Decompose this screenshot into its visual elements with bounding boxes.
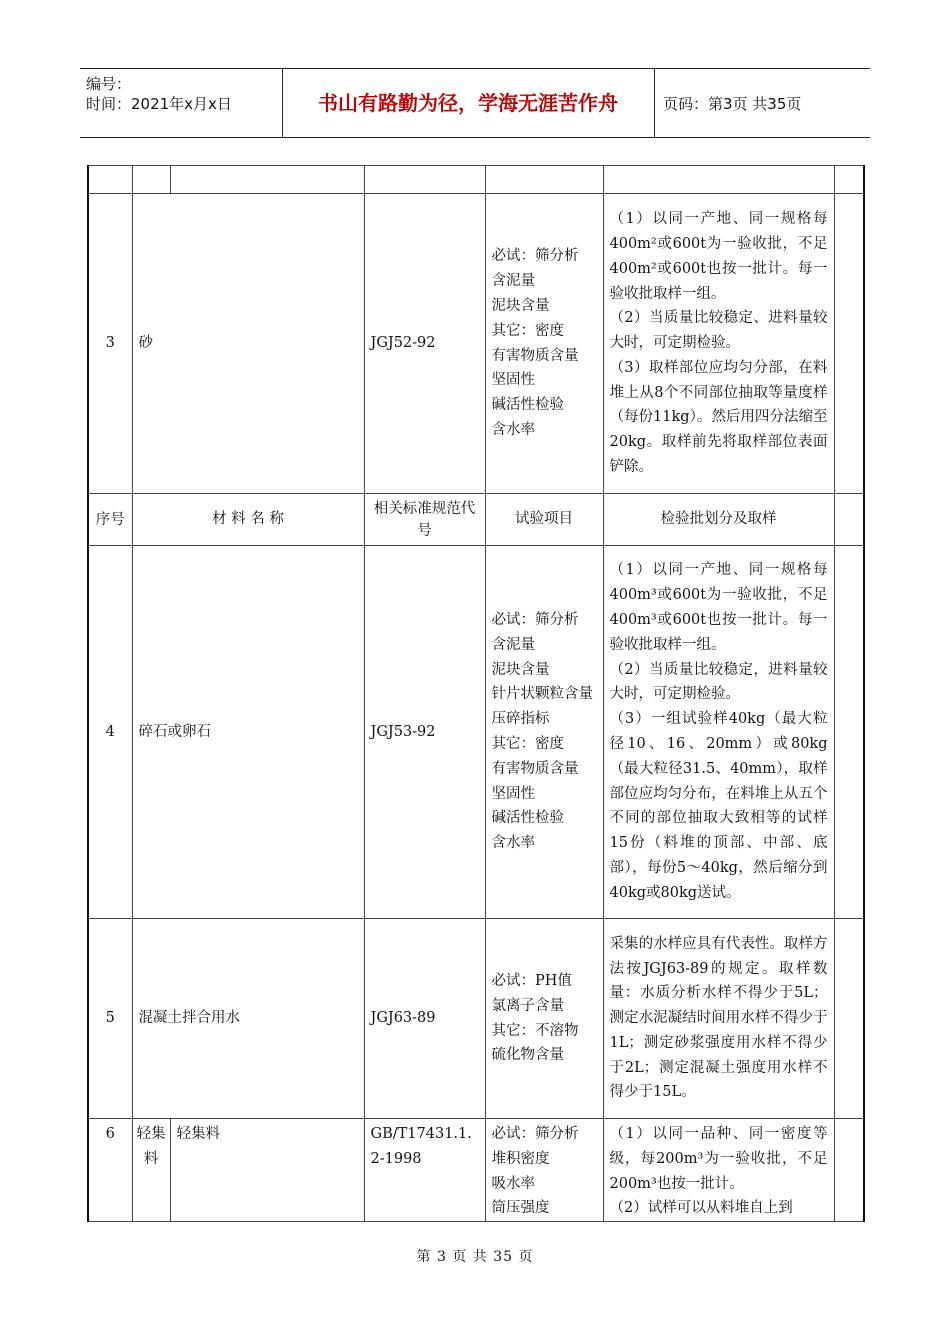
row5-standard: JGJ63-89 — [364, 919, 485, 1119]
header-motto: 书山有路勤为径，学海无涯苦作舟 — [318, 91, 618, 115]
row6-group: 轻集料 — [132, 1119, 170, 1222]
row5-name: 混凝土拌合用水 — [132, 919, 364, 1119]
serial-label: 编号： — [86, 75, 132, 93]
header-page-info — [654, 69, 871, 137]
row6-name: 轻集料 — [170, 1119, 364, 1222]
row3-sampling: （1）以同一产地、同一规格每400m²或600t为一验收批，不足400m²或600t也按一批计。每一验收批取样一组。 （2）当质量比较稳定、进料量较大时，可定期检验。 （3）取样部位应均匀分部，在料堆上从8个不同部位抽取等量度样（每份11kg）。然后用四分法缩至20kg。取样前先将取样部位表面铲除。 — [603, 194, 834, 494]
col-header-sampling: 检验批划分及取样 — [603, 494, 834, 546]
table-row-empty-top — [88, 166, 864, 194]
row6-no: 6 — [88, 1119, 132, 1222]
col-header-standard: 相关标准规范代号 — [364, 494, 485, 546]
time-label: 时间：2021年x月x日 — [86, 95, 232, 113]
table-header-row — [88, 494, 864, 546]
row6-tests: 必试：筛分析 堆积密度 吸水率 筒压强度 — [485, 1119, 603, 1222]
row4-no: 4 — [88, 546, 132, 919]
footer-page-number: 第 3 页 共 35 页 — [416, 1249, 534, 1265]
table-row-4 — [88, 546, 864, 919]
row4-name: 碎石或卵石 — [132, 546, 364, 919]
row3-standard: JGJ52-92 — [364, 194, 485, 494]
header-meta — [80, 69, 283, 137]
table-row-3 — [88, 194, 864, 494]
row4-sampling: （1）以同一产地、同一规格每400m³或600t为一验收批，不足400m³或600t也按一批计。每一验收批取样一组。 （2）当质量比较稳定，进料量较大时，可定期检验。 （3）一组试验样40kg（最大粒径10、16、20mm）或80kg（最大粒径31.5、40mm），取样部位应均匀分布，在料堆上从五个不同的部位抽取大致相等的试样15份（料堆的顶部、中部、底部），每份5～40kg，然后缩分到40kg或80kg送试。 — [603, 546, 834, 919]
col-header-no: 序号 — [88, 494, 132, 546]
col-header-name: 材 料 名 称 — [132, 494, 364, 546]
table-row-6 — [88, 1119, 864, 1222]
page-footer — [0, 1246, 950, 1266]
row5-no: 5 — [88, 919, 132, 1119]
row5-tests: 必试：PH值 氯离子含量 其它：不溶物 硫化物含量 — [485, 919, 603, 1119]
row4-tests: 必试：筛分析 含泥量 泥块含量 针片状颗粒含量 压碎指标 其它：密度 有害物质含量 坚固性 碱活性检验 含水率 — [485, 546, 603, 919]
page-info-text: 页码：第3页 共35页 — [663, 95, 802, 113]
row3-tests: 必试：筛分析 含泥量 泥块含量 其它：密度 有害物质含量 坚固性 碱活性检验 含水率 — [485, 194, 603, 494]
row5-sampling: 采集的水样应具有代表性。取样方法按JGJ63-89的规定。取样数量：水质分析水样不得少于5L；测定水泥凝结时间用水样不得少于1L；测定砂浆强度用水样不得少于2L；测定混凝土强度用水样不得少于15L。 — [603, 919, 834, 1119]
row3-name: 砂 — [132, 194, 364, 494]
table-row-5 — [88, 919, 864, 1119]
row3-no: 3 — [88, 194, 132, 494]
materials-table — [87, 165, 865, 1222]
row6-sampling: （1）以同一品种、同一密度等级，每200m³为一验收批，不足200m³也按一批计。 （2）试样可以从料堆自上到 — [603, 1119, 834, 1222]
col-header-tests: 试验项目 — [485, 494, 603, 546]
page-header — [80, 68, 870, 138]
row6-standard: GB/T17431.1.2-1998 — [364, 1119, 485, 1222]
row4-standard: JGJ53-92 — [364, 546, 485, 919]
